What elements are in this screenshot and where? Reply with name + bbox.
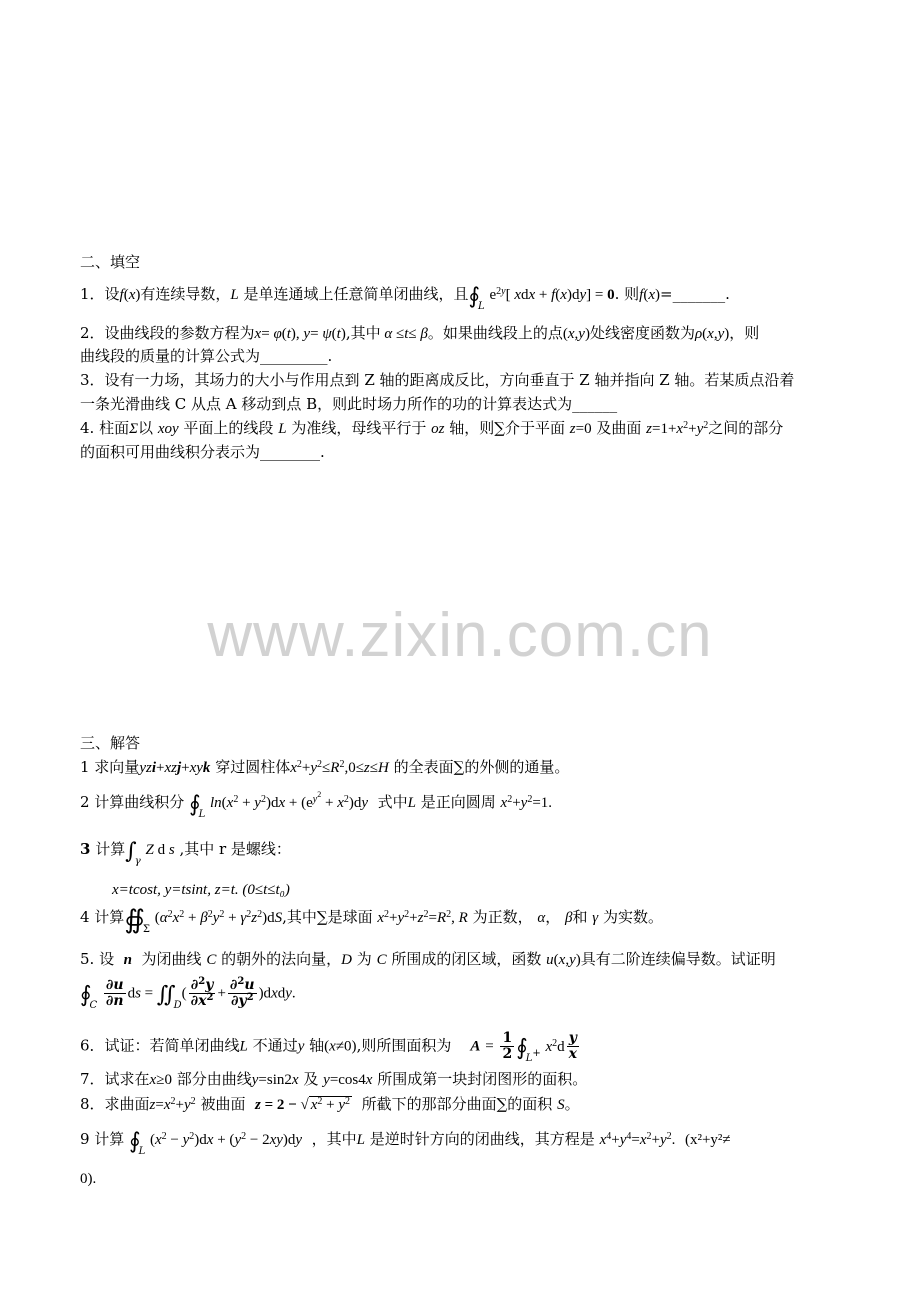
fill-question-3-line2: 一条光滑曲线 C 从点 A 移动到点 B，则此时场力所作的功的计算表达式为______ [80,395,618,413]
fill-question-2: 2．设曲线段的参数方程为x= φ(t), y= ψ(t),其中 α ≤t≤ β。如果曲线段上的点(x,y)处线密度函数为ρ(x,y)，则 [80,324,760,342]
fill-question-4: 4. 柱面Σ以 xoy 平面上的线段 L 为准线，母线平行于 oz 轴，则∑介于平面 z=0 及曲面 $z=1+x^2+y^2$之间的部分 [80,419,784,437]
section-title-answers: 三、解答 [80,734,141,752]
watermark: www.zixin.com.cn [207,601,713,670]
integrand-p9: $(x^2 - y^2)dx + (y^2 - 2xy)dy$ [149,1131,303,1148]
integrand-q1: $e^{2y}$[ xdx + f(x)dy] = 0 [489,286,615,303]
answer-problem-5-formula: $∮_C$ $\frac{\partial u}{\partial n}$ ds = $∬_D$( $\frac{\partial^2y}{\partial x^2}$ + $\frac{\partial^2u}{\partial y^2}$ )dxdy. [80,976,296,1011]
surface-integral-sign: ∯ [124,905,145,935]
answer-problem-5: 5. 设 n 为闭曲线 C 的朝外的法向量，D 为 C 所围成的闭区域，函数 u(x,y)具有二阶连续偏导数。试证明 [80,950,776,968]
answer-problem-2: 2 计算曲线积分 $∮_L$ $\ln(x^2 + y^2)dx + (e^{y^2} + x^2)dy$ 式中L 是正向圆周 $x^2+y^2=1$. [80,790,553,820]
contour-integral-sign: ∮ [129,1129,141,1154]
fill-question-2-line2: 曲线段的质量的计算公式为_________. [80,347,333,365]
fill-question-4-line2: 的面积可用曲线积分表示为________. [80,443,325,461]
answer-problem-4: 4 计算$∯_\Sigma$ $(\alpha^2x^2 + \beta^2y^2 + \gamma^2z^2)dS$,其中∑是球面 $x^2+y^2+z^2=R^2$, R 为正数， α， β和 γ 为实数。 [80,905,664,935]
answer-problem-3-line2: x=tcost, y=tsint, z=t. (0≤t≤t₀) [112,882,290,898]
answer-problem-6: 6．试证：若简单闭曲线L 不通过y 轴(x≠0),则所围面积为 A = $\frac{1}{2}$ $∮_{L^+}$ $x^2d$ $\frac{y}{x}$ [80,1030,578,1064]
double-integral-sign: ∬ [156,982,176,1008]
section-title-fill-blank: 二、填空 [80,253,141,271]
integrand-p4: $(\alpha^2x^2 + \beta^2y^2 + \gamma^2z^2)dS$ [154,909,283,926]
fill-question-1: 1．设f(x)有连续导数，L 是单连通域上任意简单闭曲线，且$∮_L$ $e^{2y}$[ xdx + f(x)dy] = 0. 则f(x)=_______. [80,284,730,312]
answer-problem-9: 9 计算 $∮_L$ $(x^2 - y^2)dx + (y^2 - 2xy)dy$ ，其中L 是逆时针方向的闭曲线，其方程是 $x^4+y^4=x^2+y^2$. (x²+y²≠ [80,1129,731,1157]
contour-integral-sign: ∮ [516,1035,528,1061]
contour-integral-sign: ∮ [189,792,201,817]
integral-sign: ∫ [125,839,137,864]
contour-integral-sign: ∮ [80,982,92,1008]
fill-question-3-line1: 3．设有一力场，其场力的大小与作用点到 Z 轴的距离成反比，方向垂直于 Z 轴并指向 Z 轴。若某质点沿着 [80,371,795,389]
contour-integral-sign: ∮ [468,284,481,309]
answer-problem-3: 3 计算$\int_\gamma$ Z d s ,其中 r 是螺线： [80,839,291,867]
answer-problem-9-line2: 0). [80,1171,97,1187]
answer-problem-7: 7．试求在x≥0 部分由曲线y=sin2x 及 y=cos4x 所围成第一块封闭图形的面积。 [80,1070,588,1088]
integrand-p2: $\ln(x^2 + y^2)dx + (e^{y^2} + x^2)dy$ [209,790,369,811]
answer-problem-8: 8．求曲面$z=x^2+y^2$ 被曲面 z = 2 − √ $x^2 + y^2$ 所截下的那部分曲面∑的面积 S。 [80,1095,580,1113]
answer-problem-1: 1 求向量yzi+xzj+xyk 穿过圆柱体$x^2+y^2\le R^2,0\le z\le H$ 的全表面∑的外侧的通量。 [80,758,570,776]
